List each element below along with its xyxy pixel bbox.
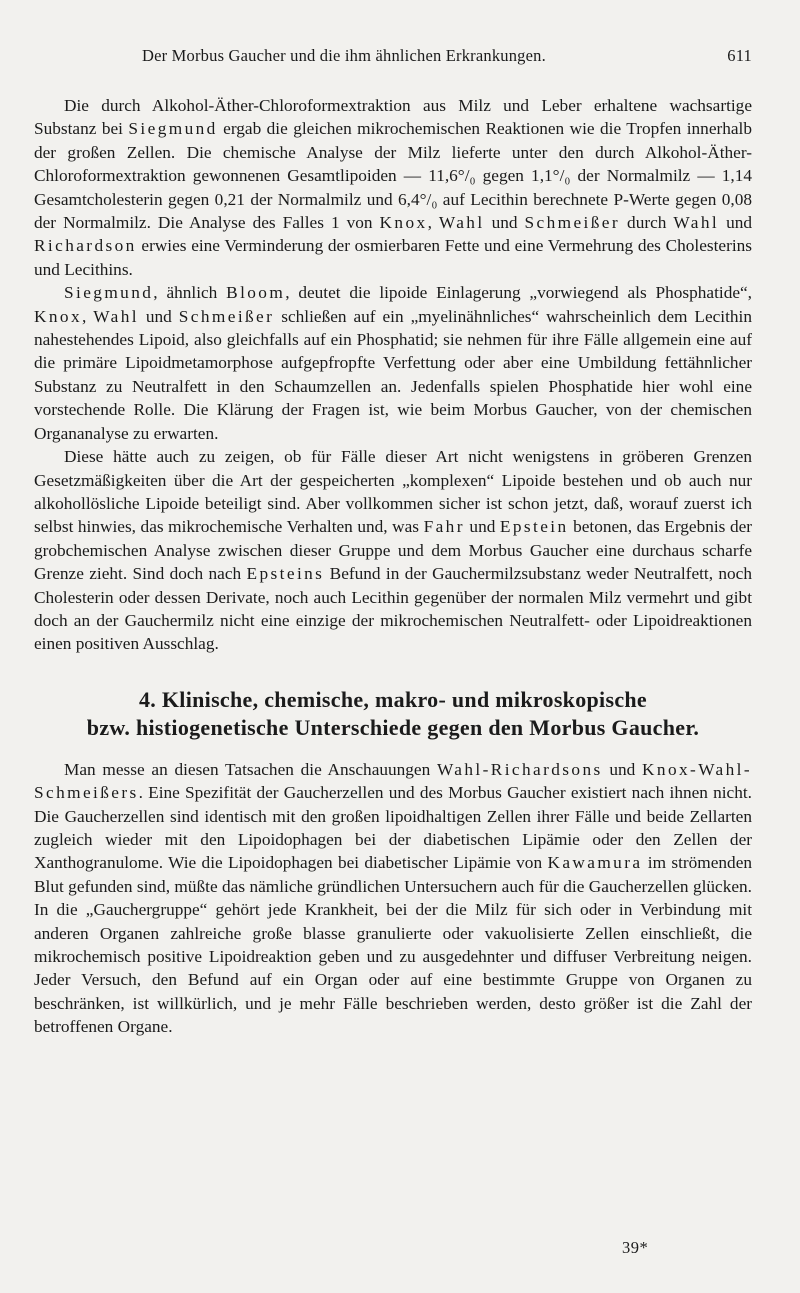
text-run: und (602, 759, 643, 779)
paragraph-2 (34, 281, 752, 445)
text-run: erwies eine Verminderung der osmierbaren Fette und eine Vermehrung des Cholesterins und Lecithins. (34, 236, 752, 279)
section-heading-line: bzw. histiogenetische Unterschiede gegen den Morbus Gaucher. (86, 714, 700, 740)
author-name: Schmeißer (178, 306, 275, 326)
author-name: Fahr (423, 517, 465, 537)
author-name: Schmeißer (524, 213, 621, 233)
author-name: Siegmund (128, 119, 218, 139)
author-name: Siegmund (64, 283, 154, 303)
paragraph-1 (34, 94, 752, 281)
text-run: und (484, 213, 525, 233)
author-name: Kawamura (547, 853, 643, 873)
author-name: Epsteins (246, 564, 325, 584)
running-title: Der Morbus Gaucher und die ihm ähnlichen Erkrankungen. (142, 46, 546, 65)
text-run: , deutet die lipoide Einlagerung „vorwiegend als Phosphatide“, (285, 283, 752, 303)
running-header (34, 46, 752, 72)
author-name: Wahl (438, 213, 485, 233)
author-name: Bloom (226, 283, 286, 303)
author-name: Wahl (673, 213, 720, 233)
text-run: und (464, 517, 500, 537)
text-run: schließen auf ein „myelinähnliches“ wahrscheinlich dem Lecithin nahestehendes Lipoid, also gleichfalls auf ein Phosphatid; sie nehmen für ihre Fälle allgemein eine auf die primäre Lipoidmetamorphose aufgepfropfte Verfettung oder aber eine Umbildung fettähnlicher Substanz zu Neutralfett in den Schaumzellen an. Jedenfalls spielen Phosphatide hier wohl eine vorstechende Rolle. Die Klärung der Fragen ist, wie beim Morbus Gaucher, von der chemischen Organanalyse zu erwarten. (34, 306, 752, 443)
text-run: und (719, 213, 753, 233)
text-run: . Eine Spezifität der Gaucherzellen und des Morbus Gaucher existiert nach ihnen nicht. Die Gaucherzellen sind identisch mit den großen lipoidhaltigen Zellen ihrer Fälle und beide Zellarten zugleich wieder mit den Lipoidophagen bei der diabetischen Lipämie oder den Zellen der Xanthogranulome. Wie die Lipoidophagen bei diabetischer Lipämie von (34, 783, 752, 873)
author-name: Knox (34, 306, 83, 326)
text-run: Die durch Alkohol-Äther-Chloroformextraktion aus Milz und Leber erhaltene wachsartige Substanz bei (34, 96, 752, 139)
text-run: , (82, 306, 94, 326)
paragraph-4 (34, 758, 752, 1039)
text-run: durch (620, 213, 674, 233)
author-name: Knox (379, 213, 428, 233)
text-run: Diese hätte auch zu zeigen, ob für Fälle dieser Art nicht wenigstens in gröberen Grenzen Gesetzmäßigkeiten über die Art der gespeicherten „komplexen“ Lipoide bestehen und ob auch nur alkohollösliche Lipoide beteiligt sind. Aber vollkommen sicher ist schon jetzt, daß, worauf zuerst ich selbst hinwies, das mikrochemische Verhalten und, was (34, 447, 752, 537)
text-run: Befund in der Gauchermilzsubstanz weder Neutralfett, noch Cholesterin oder dessen Derivate, noch auch Lecithin gegenüber der normalen Milz vermehrt und gibt doch an der Gauchermilz nicht eine einzige der mikrochemischen Neutralfett- oder Lipoidreaktionen einen positiven Ausschlag. (34, 564, 752, 654)
author-name: Wahl (93, 306, 139, 326)
text-run: , (427, 213, 439, 233)
author-name: Richardson (34, 236, 137, 256)
section-heading-line: 4. Klinische, chemische, makro- und mikroskopische (138, 686, 647, 712)
signature-mark: 39* (622, 1238, 649, 1257)
text-run: betonen, das Ergebnis der grobchemischen Analyse zwischen dieser Gruppe und dem Morbus Gaucher eine durchaus scharfe Grenze zieht. Sind doch nach (34, 517, 753, 584)
text-run: im strömenden Blut gefunden sind, müßte das nämliche gründlichen Untersuchern auch für die Gaucherzellen glücken. In die „Gauchergruppe“ gehört jede Krankheit, bei der die Milz für sich oder in Verbindung mit anderen Organen zahlreiche große blasse granulierte oder vakuolisierte Zellen einschließt, die mikrochemisch positive Lipoidreaktion geben und zu ausgedehnter und diffuser Verbreitung neigen. Jeder Versuch, den Befund auf ein Organ oder auf eine bestimmte Gruppe von Organen zu beschränken, ist willkürlich, und je mehr Fälle beschrieben werden, desto größer ist die Zahl der betroffenen Organe. (34, 853, 753, 1037)
author-name: Wahl-Richardsons (436, 759, 603, 779)
page-number: 611 (727, 46, 752, 65)
text-run: ergab die gleichen mikrochemischen Reaktionen wie die Tropfen innerhalb der großen Zellen. Die chemische Analyse der Milz lieferte unter den durch Alkohol-Äther-Chloroformextraktion gewonnenen Gesamtlipoiden — 11,6°/₀ gegen 1,1°/₀ der Normalmilz — 1,14 Gesamtcholesterin gegen 0,21 der Normalmilz und 6,4°/₀ auf Lecithin berechnete P-Werte gegen 0,08 der Normalmilz. Die Analyse des Falles 1 von (34, 119, 752, 233)
author-name: Epstein (499, 517, 569, 537)
text-run: Man messe an diesen Tatsachen die Anschauungen (64, 759, 437, 779)
text-run: , ähnlich (153, 283, 227, 303)
body-text (34, 94, 752, 1039)
section-heading (34, 686, 752, 742)
text-run: und (138, 306, 179, 326)
author-name: Knox-Wahl-Schmeißers (34, 759, 752, 803)
paragraph-3 (34, 445, 752, 656)
